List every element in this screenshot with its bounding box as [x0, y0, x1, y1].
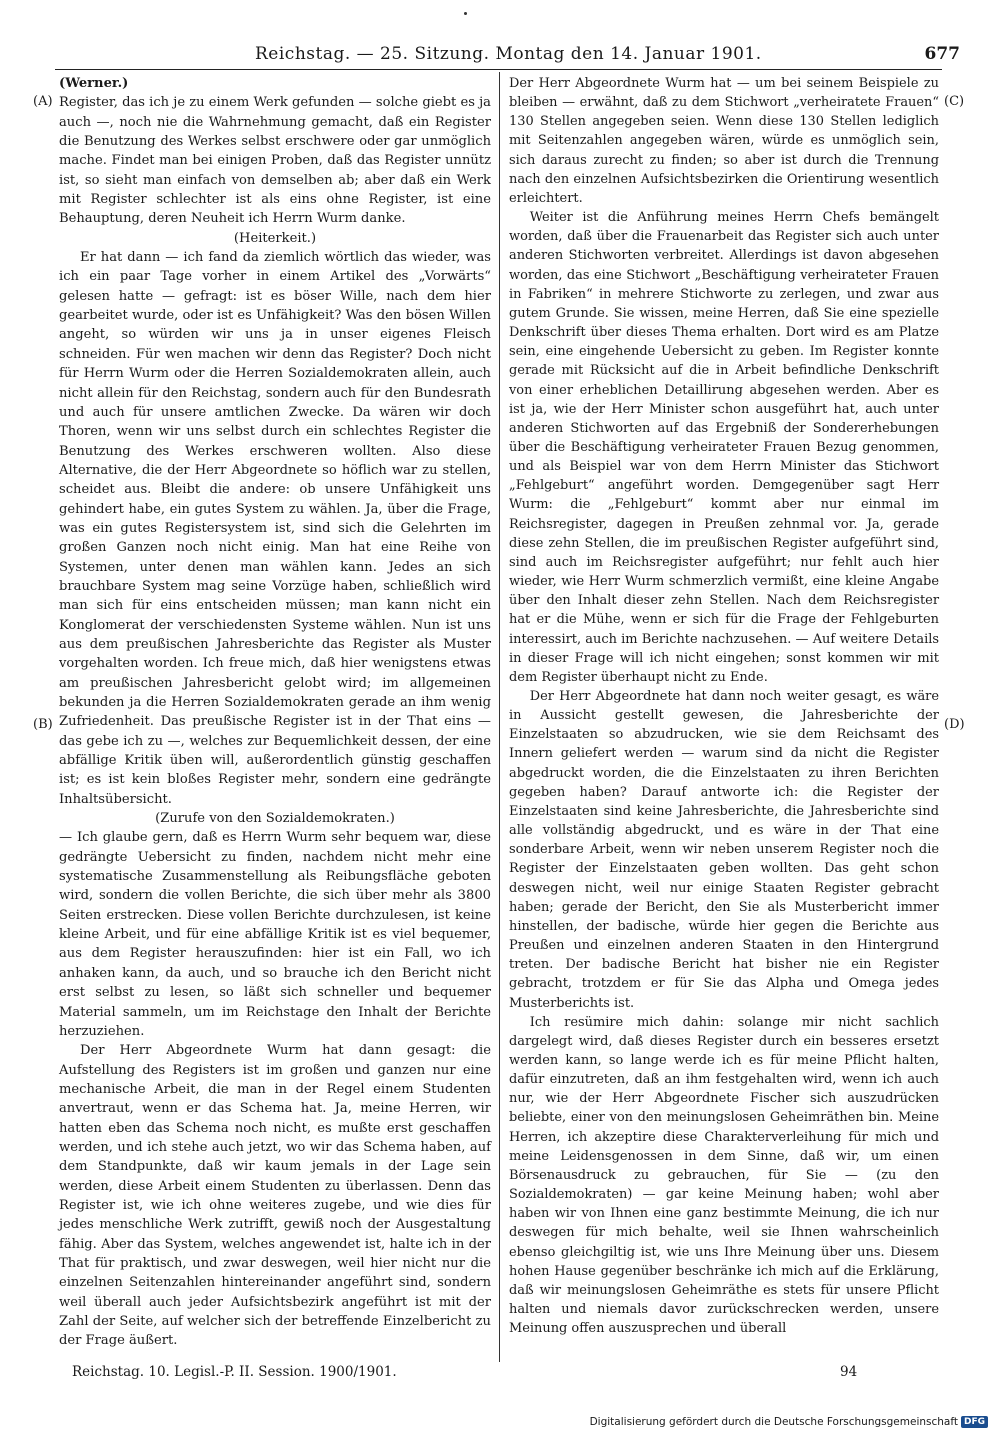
sheet-number: 94 [840, 1364, 858, 1380]
paragraph: Der Herr Abgeordnete hat dann noch weiter gesagt, es wäre in Aussicht gestellt gewesen, die Jahresberichte der Einzelstaaten so abzudrucken, wie sie dem Reichsamt des Innern geliefert werden — warum sind da nicht die Register abgedruckt worden, die die Einzelstaaten zu ihren Berichten gegeben haben? Darauf antworte ich: die Register der Einzelstaaten sind keine Jahresberichte, die Jahresberichte sind alle vollständig abgedruckt, und es wäre in der That eine sonderbare Arbeit, wenn wir neben unserem Register noch die Register der Einzelstaaten geben wollten. Das geht schon deswegen nicht, weil nur einige Staaten Register gebracht haben; gerade der Bericht, den Sie als Musterbericht immer hinstellen, der badische, würde hier gegen die Berichte aus Preußen und einzelnen anderen Staaten in den Hintergrund treten. Der badische Bericht hat bisher nie ein Register gebracht, trotzdem er für Sie das Alpha und Omega jedes Musterberichts ist. [509, 689, 939, 1011]
paragraph: — Ich glaube gern, daß es Herrn Wurm sehr bequem war, diese gedrängte Uebersicht zu finden, nachdem nicht mehr eine systematische Zusammenstellung als Reibungsfläche geboten wird, sondern die vollen Berichte, die sich über mehr als 3800 Seiten erstrecken. Diese vollen Berichte durchzulesen, ist keine kleine Arbeit, und für eine abfällige Kritik ist es viel bequemer, aus dem Register herauszufinden: hier ist ein Fall, wo ich anhaken kann, da auch, und so brauche ich den Bericht nicht erst selbst zu lesen, so läßt sich schneller und bequemer Material sammeln, um im Reichstage den Inhalt der Berichte herzuziehen. [59, 830, 491, 1039]
right-column [509, 74, 939, 1338]
margin-marker-b: (B) [33, 717, 53, 732]
interjection: (Zurufe von den Sozialdemokraten.) [155, 811, 395, 827]
paragraph: Er hat dann — ich fand da ziemlich wörtlich das wieder, was ich ein paar Tage vorher in einem Artikel des „Vorwärts“ gelesen hatte — gefragt: ist es böser Wille, nach dem hier gearbeitet wurde, oder ist es Unfähigkeit? Was den bösen Willen angeht, so würden wir uns ja in unser eigenes Fleisch schneiden. Für wen machen wir denn das Register? Doch nicht für Herrn Wurm oder die Herren Sozialdemokraten allein, auch nicht allein für den Reichstag, sondern auch für den Bundesrath und auch für unsere amtlichen Zwecke. Da wären wir doch Thoren, wenn wir uns selbst durch ein schlechtes Register die Benutzung des Werkes erschweren wollten. Also diese Alternative, die der Herr Abgeordnete so höflich war zu stellen, scheidet aus. Bleibt die andere: ob unsere Unfähigkeit uns gehindert habe, ein gutes System zu wählen. Ja, über die Frage, was ein gutes Registersystem ist, sind sich die Gelehrten im großen Ganzen noch nicht einig. Man hat eine Reihe von Systemen, unter denen man wählen kann. Jedes an sich brauchbare System mag seine Vorzüge haben, schließlich wird man sich für eins entscheiden müssen; man kann nicht ein Konglomerat der verschiedensten Systeme wählen. Nun ist uns aus dem preußischen Jahresberichte das Register als Muster vorgehalten worden. Ich freue mich, daß hier wenigstens etwas am preußischen Jahresbericht gelobt wird; im allgemeinen bekunden ja die Herren Sozialdemokraten gerade an ihm wenig Zufriedenheit. Das preußische Register ist in der That eins — das gebe ich zu —, welches zur Bequemlichkeit dessen, der eine abfällige Kritik üben will, außerordentlich günstig geschaffen ist; es ist kein bloßes Register mehr, sondern eine gedrängte Inhaltsübersicht. [59, 250, 491, 807]
margin-marker-d: (D) [944, 717, 965, 732]
paragraph: Register, das ich je zu einem Werk gefunden — solche giebt es ja auch —, noch nie die Wahrnehmung gemacht, daß ein Register die Benutzung des Werkes selbst erschwere oder gar unmöglich mache. Findet man bei einigen Proben, daß das Register unnütz ist, so sieht man einfach von demselben ab; aber daß ein Werk mit Register schlechter ist als eins ohne Register, ist eine Behauptung, deren Neuheit ich Herrn Wurm danke. [59, 95, 491, 227]
paragraph: Der Herr Abgeordnete Wurm hat — um bei seinem Beispiele zu bleiben — erwähnt, daß zu dem Stichwort „verheiratete Frauen“ 130 Stellen angegeben seien. Wenn diese 130 Stellen lediglich mit Seitenzahlen angegeben wären, würde es unmöglich sein, sich daraus zurecht zu finden; so aber ist durch die Trennung nach den einzelnen Aufsichtsbezirken die Orientirung wesentlich erleichtert. [509, 76, 939, 206]
footer-session-info: Reichstag. 10. Legisl.-P. II. Session. 1900/1901. [72, 1364, 397, 1380]
speaker-label: (Werner.) [59, 76, 129, 91]
margin-marker-c: (C) [944, 94, 965, 109]
print-mark [464, 12, 467, 15]
credit-text: Digitalisierung gefördert durch die Deutsche Forschungsgemeinschaft [589, 1416, 958, 1428]
paragraph: Der Herr Abgeordnete Wurm hat dann gesagt: die Aufstellung des Registers ist im großen und ganzen nur eine mechanische Arbeit, die man in der Regel einem Studenten anvertraut, wenn er das Schema hat. Ja, meine Herren, wir hatten eben das Schema noch nicht, es mußte erst geschaffen werden, und ich stehe auch jetzt, wo wir das Schema haben, auf dem Standpunkte, daß wir kaum jemals in der Lage sein werden, diese Arbeit einem Studenten zu überlassen. Denn das Register ist, wie ich ohne weiteres zugebe, und wie dies für jedes menschliche Werk zutrifft, gewiß noch der Ausgestaltung fähig. Aber das System, welches angewendet ist, halte ich in der That für praktisch, und zwar deswegen, weil hier nicht nur die einzelnen Seitenzahlen hintereinander angeführt sind, sondern weil überall auch jeder Aufsichtsbezirk angeführt ist mit der Zahl der Seite, auf welcher sich der betreffende Einzelbericht zu der Frage äußert. [59, 1043, 491, 1349]
column-divider [499, 72, 500, 1362]
dfg-logo-icon: DFG [961, 1416, 988, 1428]
margin-marker-a: (A) [33, 94, 53, 109]
paragraph: Weiter ist die Anführung meines Herrn Chefs bemängelt worden, daß über die Frauenarbeit das Register sich auch unter anderen Stichworten verbreitet. Allerdings ist davon abgesehen worden, das eine Stichwort „Beschäftigung verheirateter Frauen in Fabriken“ in mehrere Stichworte zu zerlegen, und zwar aus gutem Grunde. Sie wissen, meine Herren, daß Sie eine spezielle Denkschrift über dieses Thema erhalten. Dort wird es am Platze sein, eine eingehende Uebersicht zu geben. Im Register konnte gerade mit Rücksicht auf die in Arbeit befindliche Denkschrift von einer erheblichen Detaillirung abgesehen werden. Aber es ist ja, wie der Herr Minister schon ausgeführt hat, auch unter anderen Stichworten auf das Ergebniß der Sondererhebungen über die Beschäftigung verheirateter Frauen Bezug genommen, und als Beispiel war von dem Herrn Minister das Stichwort „Fehlgeburt“ angeführt worden. Demgegenüber sagt Herr Wurm: die „Fehlgeburt“ kommt aber nur einmal im Reichsregister, dagegen in Preußen zehnmal vor. Ja, gerade diese zehn Stellen, die im preußischen Register aufgeführt sind, sind auch im Reichsregister aufgeführt; nur fehlt auch hier wieder, wie Herr Wurm schmerzlich vermißt, eine kleine Angabe über den Inhalt dieser zehn Stellen. Nach dem Reichsregister hat er die Mühe, wenn er sich für die Frage der Fehlgeburten interessirt, auch im Berichte nachzusehen. — Auf weitere Details in dieser Frage will ich nicht eingehen; sonst kommen wir mit dem Register überhaupt nicht zu Ende. [509, 210, 939, 685]
left-column [59, 74, 491, 1351]
page-number: 677 [924, 44, 960, 64]
interjection: (Heiterkeit.) [233, 230, 317, 246]
digitization-credit [590, 1416, 988, 1428]
running-title: Reichstag. — 25. Sitzung. Montag den 14. Januar 1901. [255, 44, 762, 64]
header-rule [55, 69, 942, 70]
paragraph: Ich resümire mich dahin: solange mir nicht sachlich dargelegt wird, daß dieses Register durch ein besseres ersetzt werden kann, so lange werde ich es für meine Pflicht halten, dafür einzutreten, daß an ihm festgehalten wird, wenn ich auch nur, wie der Herr Abgeordnete Fischer sich auszudrücken beliebte, einer von den meinungslosen Geheimräthen bin. Meine Herren, ich akzeptire diese Charakterverleihung für mich und meine Leidensgenossen in dem Sinne, daß wir, um einen Börsenausdruck zu gebrauchen, für Sie — (zu den Sozialdemokraten) — gar keine Meinung haben; wohl aber haben wir von Ihnen eine ganz bestimmte Meinung, die ich nur deswegen für mich behalte, weil sie Ihnen wahrscheinlich ebenso gleichgiltig ist, wie uns Ihre Meinung über uns. Diesem hohen Hause gegenüber beschränke ich mich auf die Erklärung, daß wir meinungslosen Geheimräthe es stets für unsere Pflicht halten und niemals davor zurückschrecken werden, unsere Meinung offen auszusprechen und überall [509, 1014, 939, 1337]
